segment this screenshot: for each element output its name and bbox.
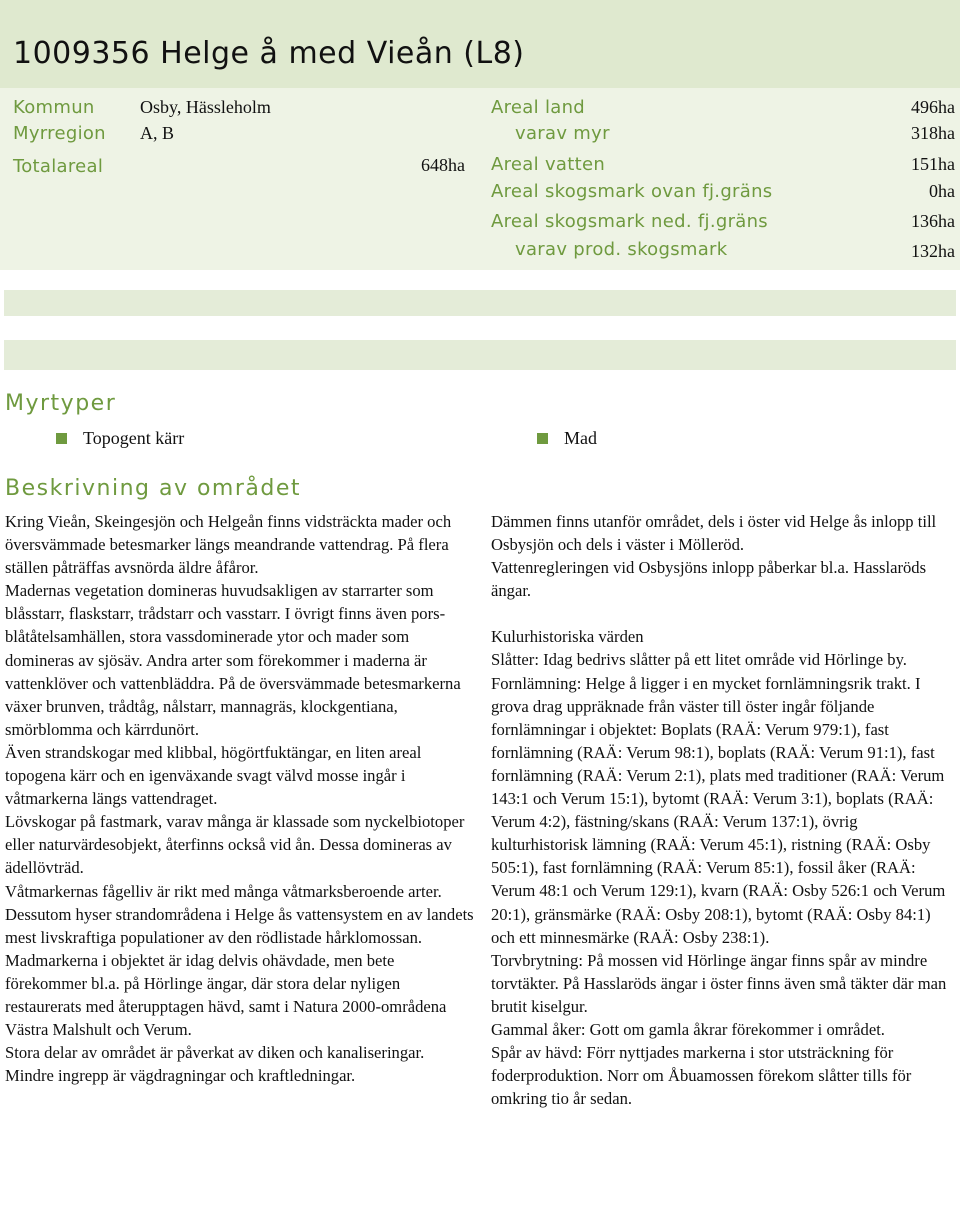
description-paragraph: Madernas vegetation domineras huvudsakligen av starrarter som blåsstarr, flaskstarr, trådstarr och vasstarr. I övrigt finns även pors-blåtåtelsamhällen, stora vassdominerade ytor och mader som domineras av sjösäv. Andra arter som förekommer i maderna är vattenklöver och vattenbläddra. På de översvämmade betesmarkerna växer brunven, trådtåg, nålstarr, mannagräs, klockgentiana, smörblomma och kärrdunört. bbox=[5, 581, 461, 739]
prod-skog-value: 132ha bbox=[911, 241, 955, 261]
myrtyper-heading: Myrtyper bbox=[5, 391, 117, 416]
skog-ned-value: 136ha bbox=[911, 211, 955, 231]
areal-land-value: 496ha bbox=[911, 97, 955, 117]
areal-vatten-value: 151ha bbox=[911, 154, 955, 174]
description-paragraph: Lövskogar på fastmark, varav många är klassade som nyckelbiotoper eller naturvärdesobjekt, återfinns också vid ån. Dessa domineras av ädellövträd. bbox=[5, 812, 465, 878]
myrtyp-item bbox=[537, 428, 597, 449]
description-paragraph: Kring Vieån, Skeingesjön och Helgeån finns vidsträckta mader och översvämmade betesmarker längs meandrande vattendrag. På flera ställen påträffas avsnörda äldre åfåror. bbox=[5, 512, 452, 578]
totalareal-label: Totalareal bbox=[13, 156, 104, 177]
description-paragraph: Madmarkerna i objektet är idag delvis ohävdade, men bete förekommer bl.a. på Hörlinge ängar, där stora delar nyligen restaurerats med återupptagen hävd, samt i Natura 2000-områdena Västra Malshult och Verum. bbox=[5, 950, 447, 1040]
myrregion-label: Myrregion bbox=[13, 123, 106, 144]
description-paragraph: Gammal åker: Gott om gamla åkrar förekommer i området. bbox=[491, 1019, 885, 1039]
bullet-square-icon bbox=[56, 433, 67, 444]
varav-myr-value: 318ha bbox=[911, 123, 955, 143]
kommun-value: Osby, Hässleholm bbox=[140, 97, 271, 117]
page-title: 1009356 Helge å med Vieån (L8) bbox=[13, 36, 525, 71]
description-paragraph: Spår av hävd: Förr nyttjades markerna i stor utsträckning för foderproduktion. Norr om Åbuamossen förekom slåtter tills för omkring tio år sedan. bbox=[491, 1043, 912, 1109]
description-paragraph: Även strandskogar med klibbal, högörtfuktängar, en liten areal topogena kärr och en igenväxande svagt välvd mosse ingår i våtmarkerna längs vattendraget. bbox=[5, 742, 422, 809]
description-paragraph: Slåtter: Idag bedrivs slåtter på ett litet område vid Hörlinge by. bbox=[491, 650, 907, 670]
varav-myr-label: varav myr bbox=[515, 123, 610, 144]
myrregion-value: A, B bbox=[140, 123, 175, 143]
description-paragraph: Torvbrytning: På mossen vid Hörlinge ängar finns spår av mindre torvtäkter. På Hasslaröds ängar i öster finns även små täkter där man brutit kiselgur. bbox=[491, 950, 947, 1016]
beskrivning-heading: Beskrivning av området bbox=[5, 476, 302, 501]
section-subheading: Kulurhistoriska värden bbox=[491, 627, 644, 647]
totalareal-value: 648ha bbox=[421, 155, 465, 175]
description-right-column bbox=[491, 510, 953, 1110]
myrtyp-label: Mad bbox=[564, 428, 597, 448]
prod-skog-label: varav prod. skogsmark bbox=[515, 239, 728, 260]
divider-band bbox=[4, 290, 956, 316]
kommun-label: Kommun bbox=[13, 97, 95, 118]
description-paragraph: Våtmarkernas fågelliv är rikt med många våtmarksberoende arter. Dessutom hyser strandområdena i Helge ås vattensystem en av landets mest livskraftiga populationer av den rödlistade hårklomossan. bbox=[5, 881, 474, 947]
skog-ovan-label: Areal skogsmark ovan fj.gräns bbox=[491, 181, 773, 202]
skog-ovan-value: 0ha bbox=[929, 181, 955, 201]
divider-band bbox=[4, 340, 956, 370]
description-paragraph: Vattenregleringen vid Osbysjöns inlopp påberkar bl.a. Hasslaröds ängar. bbox=[491, 558, 927, 601]
info-box bbox=[0, 88, 960, 270]
areal-land-label: Areal land bbox=[491, 97, 586, 118]
description-paragraph: Dämmen finns utanför området, dels i öster vid Helge ås inlopp till Osbysjön och dels i väster i Mölleröd. bbox=[491, 512, 937, 555]
bullet-square-icon bbox=[537, 433, 548, 444]
description-paragraph: Stora delar av området är påverkat av diken och kanaliseringar. Mindre ingrepp är vägdragningar och kraftledningar. bbox=[5, 1043, 425, 1086]
paragraph-gap bbox=[491, 602, 953, 625]
areal-vatten-label: Areal vatten bbox=[491, 154, 606, 175]
description-paragraph: Fornlämning: Helge å ligger i en mycket fornlämningsrik trakt. I grova drag uppräknade från väster till öster ingår följande fornlämningar i objektet: Boplats (RAÄ: Verum 979:1), fast fornlämning (RAÄ: Verum 98:1), boplats (RAÄ: Verum 91:1), fast fornlämning (RAÄ: Verum 2:1), plats med traditioner (RAÄ: Verum 143:1 och Verum 15:1), bytomt (RAÄ: Verum 3:1), boplats (RAÄ: Verum 4:2), fästning/skans (RAÄ: Verum 137:1), övrig kulturhistorisk lämning (RAÄ: Verum 45:1), ristning (RAÄ: Osby 505:1), fast fornlämning (RAÄ: Verum 85:1), fossil åker (RAÄ: Verum 48:1 och Verum 129:1), kvarn (RAÄ: Osby 526:1 och Verum 20:1), gränsmärke (RAÄ: Osby 208:1), bytomt (RAÄ: Osby 84:1) och ett minnesmärke (RAÄ: Osby 238:1). bbox=[491, 673, 946, 947]
myrtyp-item bbox=[56, 428, 184, 449]
myrtyp-label: Topogent kärr bbox=[83, 428, 185, 448]
title-bar bbox=[0, 0, 960, 88]
description-left-column bbox=[5, 510, 475, 1087]
skog-ned-label: Areal skogsmark ned. fj.gräns bbox=[491, 211, 768, 232]
